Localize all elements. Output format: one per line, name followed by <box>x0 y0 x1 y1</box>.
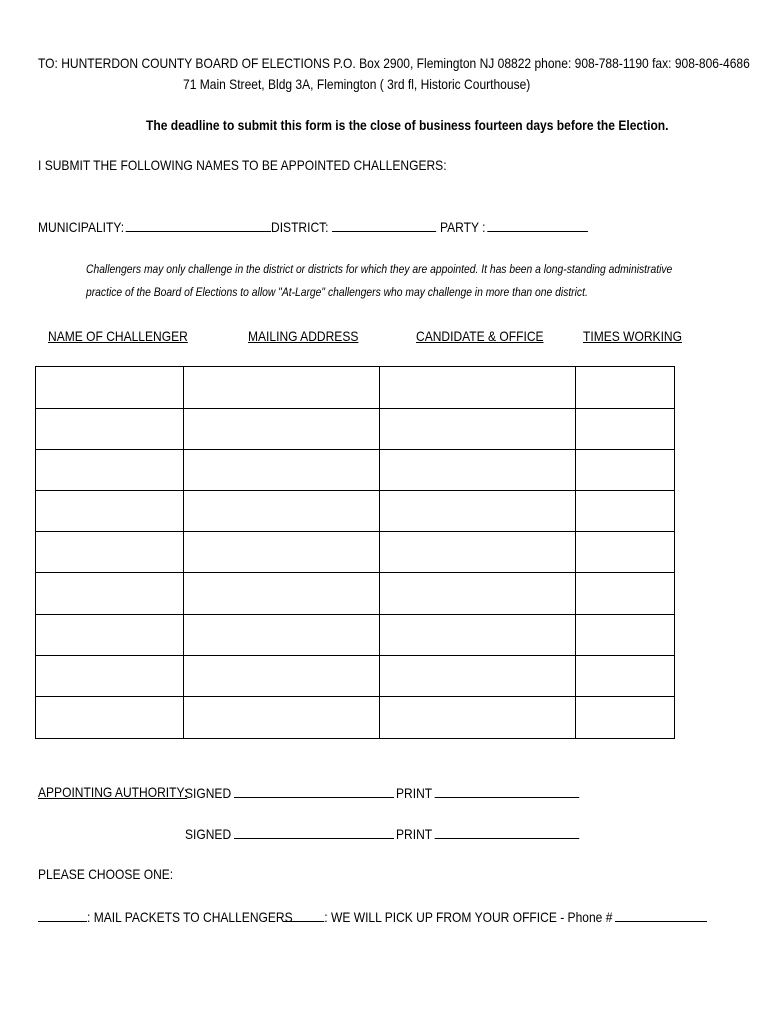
header-candidate-office: CANDIDATE & OFFICE <box>416 328 544 344</box>
header-name-of-challenger: NAME OF CHALLENGER <box>48 328 188 344</box>
row-divider <box>36 408 674 409</box>
mail-packets-option[interactable] <box>38 908 293 925</box>
district-field[interactable] <box>271 218 436 235</box>
signed-label: SIGNED <box>185 785 232 801</box>
please-choose-label: PLEASE CHOOSE ONE: <box>38 866 174 882</box>
row-divider <box>36 531 674 532</box>
signed-label: SIGNED <box>185 826 232 842</box>
appointing-authority-label: APPOINTING AUTHORITY: <box>38 784 188 800</box>
district-label: DISTRICT: <box>271 219 329 235</box>
header-address-line: TO: HUNTERDON COUNTY BOARD OF ELECTIONS P.O. Box 2900, Flemington NJ 08822 phone: 908-788-1190 fax: 908-806-4686 <box>38 55 750 71</box>
row-divider <box>36 614 674 615</box>
municipality-blank[interactable] <box>126 218 271 232</box>
phone-blank[interactable] <box>615 908 707 922</box>
municipality-label: MUNICIPALITY: <box>38 219 125 235</box>
signed-blank-1[interactable] <box>234 784 394 798</box>
signed-blank-2[interactable] <box>234 825 394 839</box>
row-divider <box>36 449 674 450</box>
pickup-option[interactable] <box>283 908 707 925</box>
signed-field-2[interactable] <box>185 825 394 842</box>
party-blank[interactable] <box>487 218 588 232</box>
mail-packets-blank[interactable] <box>38 908 87 922</box>
signed-field-1[interactable] <box>185 784 394 801</box>
header-mailing-address: MAILING ADDRESS <box>248 328 359 344</box>
notice-line-2: practice of the Board of Elections to allow "At-Large" challengers who may challenge in more than one district. <box>86 285 588 299</box>
mail-packets-label: : MAIL PACKETS TO CHALLENGERS <box>87 909 293 925</box>
row-divider <box>36 572 674 573</box>
row-divider <box>36 696 674 697</box>
pickup-blank[interactable] <box>283 908 324 922</box>
district-blank[interactable] <box>332 218 436 232</box>
print-field-2[interactable] <box>396 825 579 842</box>
municipality-field[interactable] <box>38 218 271 235</box>
print-label: PRINT <box>396 826 433 842</box>
print-blank-2[interactable] <box>435 825 579 839</box>
intro-statement: I SUBMIT THE FOLLOWING NAMES TO BE APPOINTED CHALLENGERS: <box>38 157 447 173</box>
print-blank-1[interactable] <box>435 784 579 798</box>
column-divider <box>575 367 576 738</box>
deadline-notice: The deadline to submit this form is the close of business fourteen days before the Election. <box>146 117 669 133</box>
party-label: PARTY : <box>440 219 486 235</box>
header-times-working: TIMES WORKING <box>583 328 683 344</box>
column-divider <box>183 367 184 738</box>
row-divider <box>36 490 674 491</box>
print-field-1[interactable] <box>396 784 579 801</box>
notice-line-1: Challengers may only challenge in the district or districts for which they are appointed. It has been a long-standing administrative <box>86 262 673 276</box>
header-street-line: 71 Main Street, Bldg 3A, Flemington ( 3rd fl, Historic Courthouse) <box>183 76 531 92</box>
row-divider <box>36 655 674 656</box>
party-field[interactable] <box>440 218 588 235</box>
pickup-label: : WE WILL PICK UP FROM YOUR OFFICE - Phone # <box>324 909 613 925</box>
challenger-table <box>35 366 675 739</box>
column-divider <box>379 367 380 738</box>
print-label: PRINT <box>396 785 433 801</box>
